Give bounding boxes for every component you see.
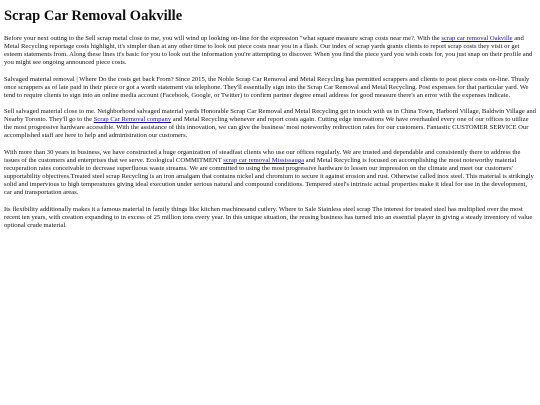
paragraph-3 [4,108,536,140]
paragraph-1 [4,35,536,67]
scrap-car-removal-mississauga-link[interactable]: scrap car removal Mississauga [223,156,305,164]
paragraph-1-text-end: and Metal Recycling reportage costs highlight, it's simpler than at any other time to look out piece costs near you in a flash. Our index of scrap yards grants clients to report scrap costs they visit or get esteem statements from. Along these lines it's basic for you to look out the information you're attempting to discover. When you find the piece yard you wish costs for, you just snap on their profile and you might see ongoing announced piece costs. [4,34,533,67]
paragraph-3-text-end: and Metal Recycling whenever and report costs again. Cutting edge innovations We have overhauled every one of our offices to utilize the most progressive hardware accessible. With the assistance of this innovation, we can give the business' most noteworthy redirection rates for our customers. Fantastic CUSTOMER SERVICE Our accomplished staff are here to help and administration our customers. [4,116,529,140]
paragraph-3-text-start: Sell salvaged material close to me. Neighborhood salvaged material yards Honorable Scrap Car Removal and Metal Recycling get in touch with us in China Town, Harbord Village, Baldwin Village and Nearby Toronto. They'll go to the [4,108,536,124]
scrap-car-removal-oakville-link[interactable]: scrap car removal Oakville [441,34,513,42]
paragraph-4-text-end: and Metal Recycling is focused on accomplishing the most noteworthy material recuperation rates conceivable to decrease superfluous waste streams. We are committed to using the most progressive hardware to lessen our impression on the climate and meet our customers' supportability objectives.Treated steel scrap Recycling is an iron amalgam that contains nickel and chromium to secure it against erosion and rust. Otherwise called inox steel. This material is strikingly solid and impervious to high temperatures giving ideal execution under serious natural and compound conditions. Tempered steel's intrinsic actual properties make it ideal for use in the development, car and transportation areas. [4,156,534,197]
page-title: Scrap Car Removal Oakville [4,8,183,24]
paragraph-4 [4,149,536,198]
paragraph-5: Its flexibility additionally makes it a famous material in family things like kitchen machinesand cutlery. Where to Sale Stainless steel scrap The interest for treated steel has multiplied over the most recent ten years, with creation expanding to in excess of 25 million tons every year. In this unique situation, the reusing business has turned into an essential player in giving a steady inventory of value optional crude material. [4,205,533,229]
paragraph-1-text-start: Before your next outing to the Sell scrap metal close to me, you will wind up looking on-line for the expression "what square measure scrap costs near me?. With the [4,34,442,42]
paragraph-2: Salvaged material removal | Where Do the costs get back From? Since 2015, the Noble Scrap Car Removal and Metal Recycling has permitted scrappers and clients to post piece costs on-line. Thusly once scrappers as of late paid in their piece or got a worth statement via telephone. They'll essentially sign into the Scrap Car Removal and Metal Recycling. Post expenses for that particular yard. We tend to require clients to sign into an online media account (Facebook, Google, or Twitter) to confirm partner degree email address for good measure there's an error with the expenses indicate. [4,75,530,99]
paragraph-4-text-start: With more than 30 years in business, we have constructed a huge organization of steadfast clients who use our offices regularly. We are trusted and dependable and consistently there to address the issues of the customers and enterprises that we serve. Ecological COMMITMENT [4,148,521,164]
scrap-car-removal-company-link[interactable]: Scrap Car Removal company [93,116,172,124]
